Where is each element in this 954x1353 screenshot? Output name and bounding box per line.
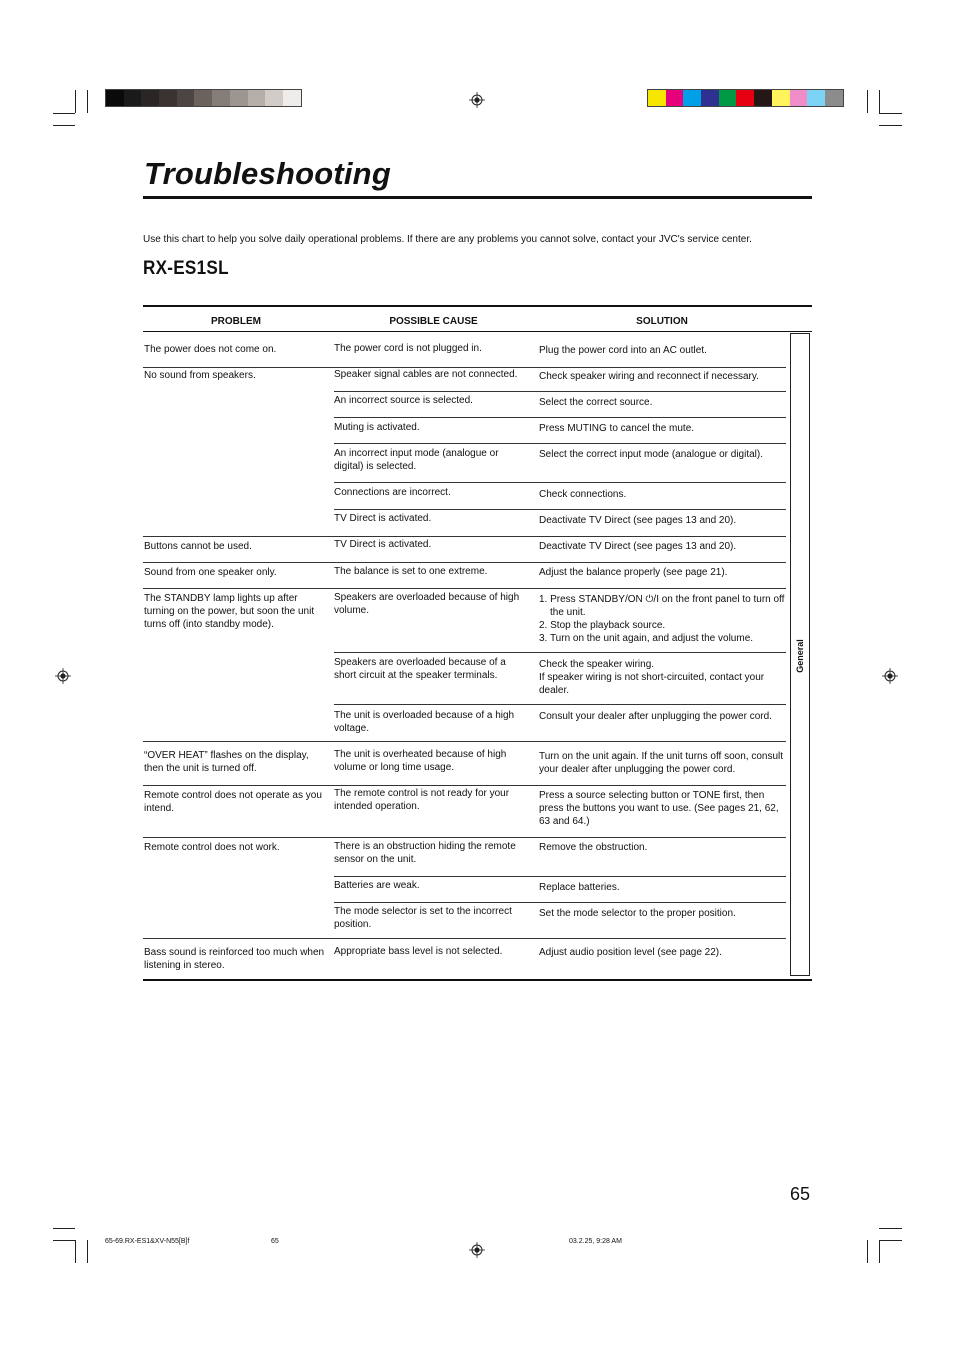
subrow-separator (334, 509, 786, 510)
solution-cell: Deactivate TV Direct (see pages 13 and 20). (539, 515, 737, 526)
color-swatch (124, 90, 142, 106)
problem-cell: Buttons cannot be used. (144, 541, 252, 552)
solution-cell: Adjust audio position level (see page 22). (539, 947, 722, 958)
row-separator (143, 562, 786, 563)
footer-page: 65 (271, 1238, 279, 1245)
cause-cell: The remote control is not ready for your intended operation. (334, 788, 510, 812)
cause-cell: Muting is activated. (334, 422, 420, 433)
header-solution: SOLUTION (636, 316, 688, 327)
color-swatch (265, 90, 283, 106)
color-swatch (807, 90, 825, 106)
subrow-separator (334, 417, 786, 418)
cause-cell: TV Direct is activated. (334, 539, 432, 550)
registration-mark-icon (469, 92, 485, 108)
row-separator (143, 837, 786, 838)
cause-cell: An incorrect input mode (analogue or digital) is selected. (334, 448, 499, 472)
color-swatch (230, 90, 248, 106)
solution-cell: 3. Turn on the unit again, and adjust the volume. (539, 633, 754, 644)
color-swatch (701, 90, 719, 106)
grayscale-bar (105, 89, 302, 107)
title-underline (143, 196, 812, 199)
solution-cell: Press MUTING to cancel the mute. (539, 423, 695, 434)
row-separator (143, 741, 786, 742)
header-cause: POSSIBLE CAUSE (389, 316, 478, 327)
solution-cell: If speaker wiring is not short-circuited, contact your dealer. (539, 672, 765, 696)
page-title: Troubleshooting (144, 156, 391, 191)
row-separator (143, 367, 786, 368)
color-swatch (719, 90, 737, 106)
subrow-separator (334, 391, 786, 392)
cause-cell: Batteries are weak. (334, 880, 420, 891)
subrow-separator (334, 876, 786, 877)
subrow-separator (334, 482, 786, 483)
color-bar (647, 89, 844, 107)
subrow-separator (334, 443, 786, 444)
subrow-separator (334, 652, 786, 653)
cause-cell: The power cord is not plugged in. (334, 343, 482, 354)
subrow-separator (334, 704, 786, 705)
color-swatch (194, 90, 212, 106)
solution-cell: Remove the obstruction. (539, 842, 648, 853)
header-rule (143, 331, 812, 332)
problem-cell: The power does not come on. (144, 344, 277, 355)
solution-cell: Adjust the balance properly (see page 21). (539, 567, 728, 578)
color-swatch (790, 90, 808, 106)
row-separator (143, 588, 786, 589)
color-swatch (736, 90, 754, 106)
color-swatch (248, 90, 266, 106)
registration-mark-icon (882, 668, 898, 684)
solution-cell: Select the correct input mode (analogue or digital). (539, 449, 764, 460)
color-swatch (212, 90, 230, 106)
color-swatch (825, 90, 843, 106)
cause-cell: The unit is overheated because of high volume or long time usage. (334, 749, 507, 773)
color-swatch (177, 90, 195, 106)
problem-cell: Sound from one speaker only. (144, 567, 277, 578)
row-separator (143, 785, 786, 786)
solution-cell: Press a source selecting button or TONE first, then press the buttons you want to use. (See pages 21, 62, 63 and 64.) (539, 790, 779, 827)
cause-cell: There is an obstruction hiding the remote sensor on the unit. (334, 841, 516, 865)
color-swatch (648, 90, 666, 106)
row-separator (143, 536, 786, 537)
color-swatch (159, 90, 177, 106)
problem-cell: No sound from speakers. (144, 370, 256, 381)
model-heading: RX-ES1SL (143, 258, 229, 279)
color-swatch (141, 90, 159, 106)
cause-cell: The unit is overloaded because of a high voltage. (334, 710, 515, 734)
intro-text: Use this chart to help you solve daily operational problems. If there are any problems you cannot solve, contact your JVC's service center. (143, 234, 752, 245)
table-top-rule (143, 305, 812, 307)
cause-cell: Connections are incorrect. (334, 487, 451, 498)
registration-mark-icon (55, 668, 71, 684)
solution-cell: Plug the power cord into an AC outlet. (539, 345, 707, 356)
cause-cell: An incorrect source is selected. (334, 395, 473, 406)
problem-cell: Bass sound is reinforced too much when listening in stereo. (144, 947, 325, 971)
solution-cell: Deactivate TV Direct (see pages 13 and 20). (539, 541, 737, 552)
footer-filename: 65-69.RX-ES1&XV-N55[B]f (105, 1238, 190, 1245)
cause-cell: Speakers are overloaded because of a short circuit at the speaker terminals. (334, 657, 506, 681)
cause-cell: The balance is set to one extreme. (334, 566, 488, 577)
section-side-tab-label: General (795, 639, 805, 673)
color-swatch (754, 90, 772, 106)
solution-cell: Set the mode selector to the proper position. (539, 908, 736, 919)
solution-cell: Consult your dealer after unplugging the power cord. (539, 711, 772, 722)
cause-cell: Appropriate bass level is not selected. (334, 946, 503, 957)
header-problem: PROBLEM (211, 316, 261, 327)
solution-cell: Replace batteries. (539, 882, 620, 893)
footer-date: 03.2.25, 9:28 AM (569, 1238, 622, 1245)
color-swatch (106, 90, 124, 106)
cause-cell: TV Direct is activated. (334, 513, 432, 524)
problem-cell: Remote control does not work. (144, 842, 280, 853)
color-swatch (666, 90, 684, 106)
solution-cell: Check speaker wiring and reconnect if necessary. (539, 371, 759, 382)
solution-cell: Check connections. (539, 489, 627, 500)
cause-cell: The mode selector is set to the incorrect position. (334, 906, 512, 930)
problem-cell: “OVER HEAT” flashes on the display, then the unit is turned off. (144, 750, 309, 774)
solution-cell: 2. Stop the playback source. (539, 620, 666, 631)
cause-cell: Speaker signal cables are not connected. (334, 369, 518, 380)
table-bottom-rule (143, 979, 812, 981)
subrow-separator (334, 902, 786, 903)
solution-cell: Turn on the unit again. If the unit turns off soon, consult your dealer after unplugging the power cord. (539, 751, 784, 775)
row-separator (143, 938, 786, 939)
cause-cell: Speakers are overloaded because of high volume. (334, 592, 520, 616)
solution-cell: 1. Press STANDBY/ON ⏻/I on the front panel to turn off the unit. (539, 594, 785, 618)
solution-cell: Check the speaker wiring. (539, 659, 655, 670)
problem-cell: The STANDBY lamp lights up after turning on the power, but soon the unit turns off (into standby mode). (144, 593, 315, 630)
solution-cell: Select the correct source. (539, 397, 653, 408)
problem-cell: Remote control does not operate as you intend. (144, 790, 322, 814)
color-swatch (283, 90, 301, 106)
color-swatch (772, 90, 790, 106)
registration-mark-icon (469, 1242, 485, 1258)
color-swatch (683, 90, 701, 106)
page-number: 65 (790, 1184, 811, 1204)
